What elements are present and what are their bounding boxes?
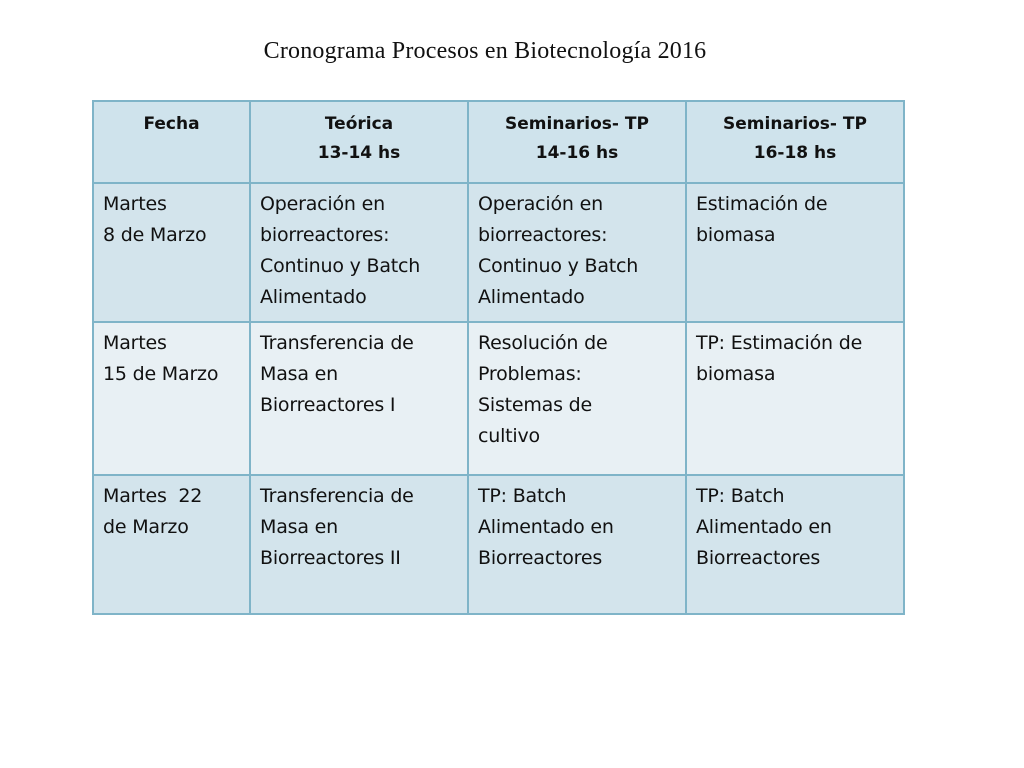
cell-teorica — [250, 475, 468, 614]
header-fecha-label: Fecha — [143, 114, 200, 134]
table-row — [93, 475, 904, 614]
cell-line: Alimentado en — [696, 516, 832, 538]
header-teorica-time: 13-14 hs — [317, 143, 401, 163]
cell-line: TP: Batch — [696, 485, 785, 507]
cell-line: TP: Estimación de — [696, 332, 863, 354]
cell-line: 15 de Marzo — [103, 363, 219, 385]
cell-line: Problemas: — [478, 363, 582, 385]
cell-line: Martes — [103, 193, 167, 215]
cell-line: 8 de Marzo — [103, 224, 207, 246]
slide-title: Cronograma Procesos en Biotecnología 2016 — [263, 38, 707, 64]
header-seminarios-2-time: 16-18 hs — [753, 143, 837, 163]
cell-line: de Marzo — [103, 516, 189, 538]
cell-line: Biorreactores — [696, 547, 821, 569]
header-seminarios-1-label: Seminarios- TP — [505, 114, 649, 134]
cell-line: Martes 22 — [103, 485, 203, 507]
cell-line: biorreactores: — [478, 224, 608, 246]
cell-line: Masa en — [260, 516, 338, 538]
schedule-table — [92, 100, 905, 615]
cell-line: biomasa — [696, 363, 776, 385]
cell-seminario-2 — [686, 183, 904, 322]
cell-line: Alimentado — [260, 286, 367, 308]
cell-line: Masa en — [260, 363, 338, 385]
header-fecha — [93, 101, 250, 183]
header-teorica-label: Teórica — [324, 114, 394, 134]
header-seminarios-2 — [686, 101, 904, 183]
cell-line: Alimentado — [478, 286, 585, 308]
cell-seminario-1 — [468, 322, 686, 475]
header-seminarios-2-label: Seminarios- TP — [723, 114, 867, 134]
cell-line: Continuo y Batch — [260, 255, 421, 277]
cell-line: TP: Batch — [478, 485, 567, 507]
cell-line: Operación en — [260, 193, 385, 215]
table-row — [93, 183, 904, 322]
cell-seminario-2 — [686, 322, 904, 475]
header-seminarios-1-time: 14-16 hs — [535, 143, 619, 163]
cell-line: Continuo y Batch — [478, 255, 639, 277]
cell-line: Transferencia de — [260, 485, 414, 507]
cell-line: Biorreactores I — [260, 394, 396, 416]
cell-seminario-1 — [468, 183, 686, 322]
cell-line: Biorreactores — [478, 547, 603, 569]
cell-line: Sistemas de — [478, 394, 593, 416]
cell-seminario-2 — [686, 475, 904, 614]
cell-line: Operación en — [478, 193, 603, 215]
header-teorica — [250, 101, 468, 183]
cell-line: Biorreactores II — [260, 547, 401, 569]
table-row — [93, 322, 904, 475]
cell-seminario-1 — [468, 475, 686, 614]
cell-line: Transferencia de — [260, 332, 414, 354]
cell-line: biomasa — [696, 224, 776, 246]
cell-fecha — [93, 183, 250, 322]
table-header-row — [93, 101, 904, 183]
header-seminarios-1 — [468, 101, 686, 183]
cell-line: Estimación de — [696, 193, 828, 215]
cell-line: biorreactores: — [260, 224, 390, 246]
cell-line: Martes — [103, 332, 167, 354]
cell-line: Alimentado en — [478, 516, 614, 538]
cell-fecha — [93, 322, 250, 475]
cell-teorica — [250, 322, 468, 475]
cell-teorica — [250, 183, 468, 322]
cell-line: Resolución de — [478, 332, 608, 354]
cell-line: cultivo — [478, 425, 540, 447]
cell-fecha — [93, 475, 250, 614]
